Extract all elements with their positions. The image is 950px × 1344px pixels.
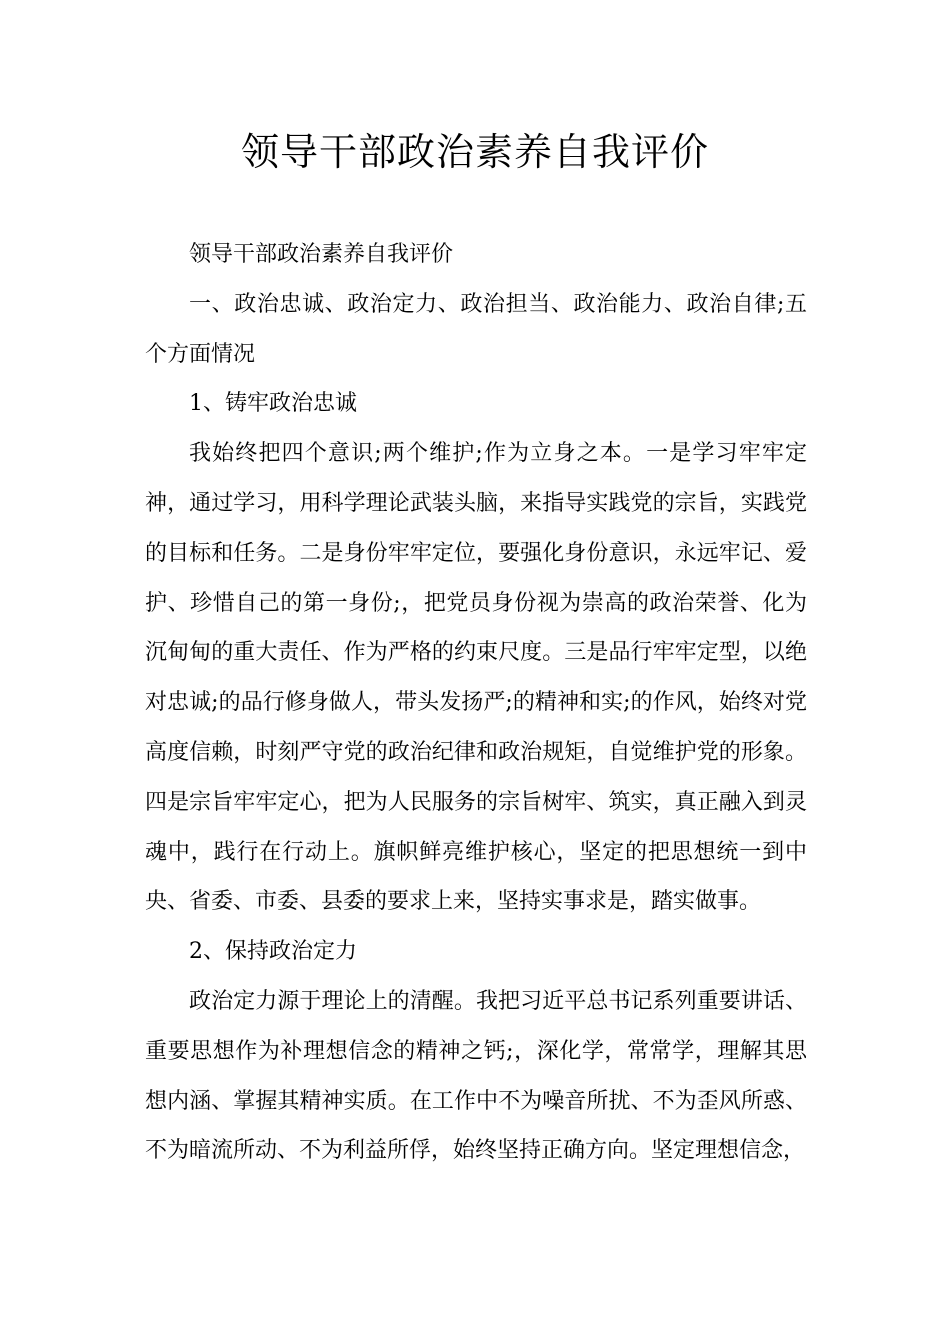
paragraph-section-heading: 一、政治忠诚、政治定力、政治担当、政治能力、政治自律;五个方面情况 bbox=[145, 291, 807, 367]
paragraph-heading-2: 2、保持政治定力 bbox=[189, 939, 357, 965]
document-title: 领导干部政治素养自我评价 bbox=[240, 130, 709, 174]
paragraph-heading-1: 1、铸牢政治忠诚 bbox=[189, 391, 357, 417]
paragraph-body-2: 政治定力源于理论上的清醒。我把习近平总书记系列重要讲话、重要思想作为补理想信念的精神之钙;，深化学，常常学，理解其思想内涵、掌握其精神实质。在工作中不为噪音所扰、不为歪风所惑、不为暗流所动、不为利益所俘，始终坚持正确方向。坚定理想信念， bbox=[145, 988, 807, 1164]
paragraph-subtitle: 领导干部政治素养自我评价 bbox=[189, 242, 454, 267]
paragraph-body-1: 我始终把四个意识;两个维护;作为立身之本。一是学习牢牢定神，通过学习，用科学理论武装头脑，来指导实践党的宗旨，实践党的目标和任务。二是身份牢牢定位，要强化身份意识，永远牢记、爱护、珍惜自己的第一身份;，把党员身份视为崇高的政治荣誉、化为沉甸甸的重大责任、作为严格的约束尺度。三是品行牢牢定型，以绝对忠诚;的品行修身做人，带头发扬严;的精神和实;的作风，始终对党高度信赖，时刻严守党的政治纪律和政治规矩，自觉维护党的形象。四是宗旨牢牢定心，把为人民服务的宗旨树牢、筑实，真正融入到灵魂中，践行在行动上。旗帜鲜亮维护核心，坚定的把思想统一到中央、省委、市委、县委的要求上来，坚持实事求是，踏实做事。 bbox=[145, 441, 807, 915]
document-body bbox=[145, 230, 807, 1176]
